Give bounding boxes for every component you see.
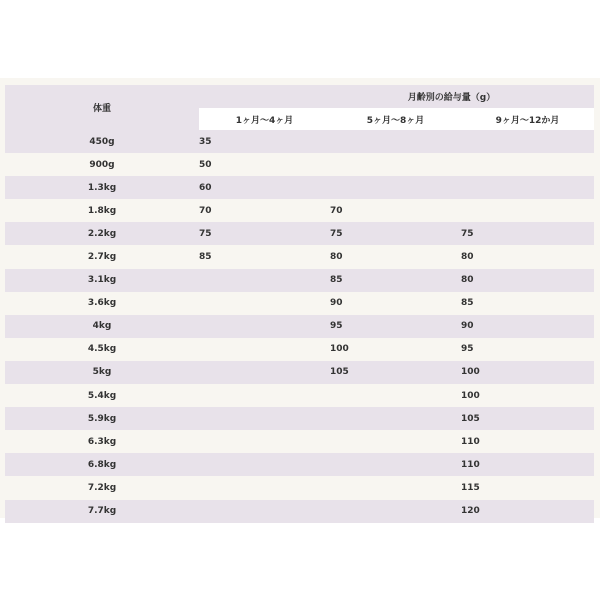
amount-5-8-month-cell: 80 bbox=[330, 245, 461, 268]
table-row bbox=[5, 430, 594, 453]
amount-1-4-month-cell: 75 bbox=[199, 222, 330, 245]
table-row bbox=[5, 153, 594, 176]
amount-9-12-month-cell: 85 bbox=[461, 292, 594, 315]
table-row bbox=[5, 176, 594, 199]
amount-1-4-month-cell: 35 bbox=[199, 130, 330, 153]
amount-1-4-month-cell bbox=[199, 338, 330, 361]
table-row bbox=[5, 269, 594, 292]
amount-9-12-month-cell: 100 bbox=[461, 361, 594, 384]
amount-1-4-month-cell bbox=[199, 315, 330, 338]
amount-5-8-month-cell bbox=[330, 407, 461, 430]
table-row bbox=[5, 338, 594, 361]
amount-9-12-month-cell: 80 bbox=[461, 269, 594, 292]
weight-cell: 4.5kg bbox=[5, 338, 199, 361]
amount-5-8-month-cell: 90 bbox=[330, 292, 461, 315]
amount-5-8-month-cell bbox=[330, 430, 461, 453]
amount-9-12-month-cell: 110 bbox=[461, 430, 594, 453]
amount-9-12-month-cell: 90 bbox=[461, 315, 594, 338]
weight-cell: 5.9kg bbox=[5, 407, 199, 430]
weight-cell: 1.8kg bbox=[5, 199, 199, 222]
weight-cell: 900g bbox=[5, 153, 199, 176]
amount-5-8-month-cell bbox=[330, 153, 461, 176]
amount-1-4-month-cell bbox=[199, 500, 330, 523]
table-row bbox=[5, 500, 594, 523]
amount-5-8-month-cell: 95 bbox=[330, 315, 461, 338]
amount-1-4-month-cell bbox=[199, 292, 330, 315]
amount-1-4-month-cell: 50 bbox=[199, 153, 330, 176]
amount-9-12-month-cell: 80 bbox=[461, 245, 594, 268]
table-row bbox=[5, 199, 594, 222]
amount-1-4-month-cell bbox=[199, 269, 330, 292]
amount-5-8-month-cell: 75 bbox=[330, 222, 461, 245]
amount-1-4-month-cell bbox=[199, 384, 330, 407]
weight-cell: 6.3kg bbox=[5, 430, 199, 453]
amount-1-4-month-cell: 70 bbox=[199, 199, 330, 222]
weight-cell: 7.7kg bbox=[5, 500, 199, 523]
amount-5-8-month-cell: 85 bbox=[330, 269, 461, 292]
weight-cell: 1.3kg bbox=[5, 176, 199, 199]
amount-9-12-month-cell: 75 bbox=[461, 222, 594, 245]
amount-9-12-month-cell bbox=[461, 176, 594, 199]
weight-column-header: 体重 bbox=[5, 85, 199, 130]
table-row bbox=[5, 245, 594, 268]
weight-cell: 3.6kg bbox=[5, 292, 199, 315]
table-row bbox=[5, 315, 594, 338]
weight-cell: 3.1kg bbox=[5, 269, 199, 292]
amount-1-4-month-cell bbox=[199, 453, 330, 476]
amount-1-4-month-cell bbox=[199, 407, 330, 430]
amount-9-12-month-cell bbox=[461, 130, 594, 153]
amount-1-4-month-cell bbox=[199, 361, 330, 384]
amount-9-12-month-cell: 120 bbox=[461, 500, 594, 523]
age-group-header: 月齢別の給与量（g） bbox=[199, 85, 594, 108]
month-header-5-8: 5ヶ月〜8ヶ月 bbox=[330, 108, 461, 130]
weight-cell: 6.8kg bbox=[5, 453, 199, 476]
weight-cell: 2.7kg bbox=[5, 245, 199, 268]
table-row bbox=[5, 292, 594, 315]
amount-9-12-month-cell: 105 bbox=[461, 407, 594, 430]
weight-cell: 4kg bbox=[5, 315, 199, 338]
table-row bbox=[5, 130, 594, 153]
month-header-9-12: 9ヶ月〜12か月 bbox=[461, 108, 594, 130]
amount-5-8-month-cell bbox=[330, 176, 461, 199]
amount-5-8-month-cell bbox=[330, 476, 461, 499]
amount-9-12-month-cell: 115 bbox=[461, 476, 594, 499]
amount-5-8-month-cell bbox=[330, 500, 461, 523]
amount-1-4-month-cell bbox=[199, 476, 330, 499]
amount-5-8-month-cell: 70 bbox=[330, 199, 461, 222]
table-row bbox=[5, 222, 594, 245]
table-row bbox=[5, 453, 594, 476]
table-row bbox=[5, 407, 594, 430]
amount-5-8-month-cell bbox=[330, 384, 461, 407]
weight-cell: 5kg bbox=[5, 361, 199, 384]
amount-1-4-month-cell: 60 bbox=[199, 176, 330, 199]
table-row bbox=[5, 384, 594, 407]
amount-1-4-month-cell: 85 bbox=[199, 245, 330, 268]
weight-cell: 450g bbox=[5, 130, 199, 153]
amount-9-12-month-cell bbox=[461, 199, 594, 222]
table-body bbox=[5, 130, 594, 523]
table-row bbox=[5, 476, 594, 499]
amount-5-8-month-cell bbox=[330, 453, 461, 476]
amount-9-12-month-cell: 100 bbox=[461, 384, 594, 407]
table-row bbox=[5, 361, 594, 384]
amount-1-4-month-cell bbox=[199, 430, 330, 453]
amount-9-12-month-cell: 95 bbox=[461, 338, 594, 361]
month-header-1-4: 1ヶ月〜4ヶ月 bbox=[199, 108, 330, 130]
amount-9-12-month-cell bbox=[461, 153, 594, 176]
amount-9-12-month-cell: 110 bbox=[461, 453, 594, 476]
weight-cell: 2.2kg bbox=[5, 222, 199, 245]
weight-cell: 7.2kg bbox=[5, 476, 199, 499]
table-header bbox=[5, 85, 594, 130]
amount-5-8-month-cell: 100 bbox=[330, 338, 461, 361]
feeding-amount-table bbox=[5, 85, 594, 523]
amount-5-8-month-cell: 105 bbox=[330, 361, 461, 384]
weight-cell: 5.4kg bbox=[5, 384, 199, 407]
amount-5-8-month-cell bbox=[330, 130, 461, 153]
